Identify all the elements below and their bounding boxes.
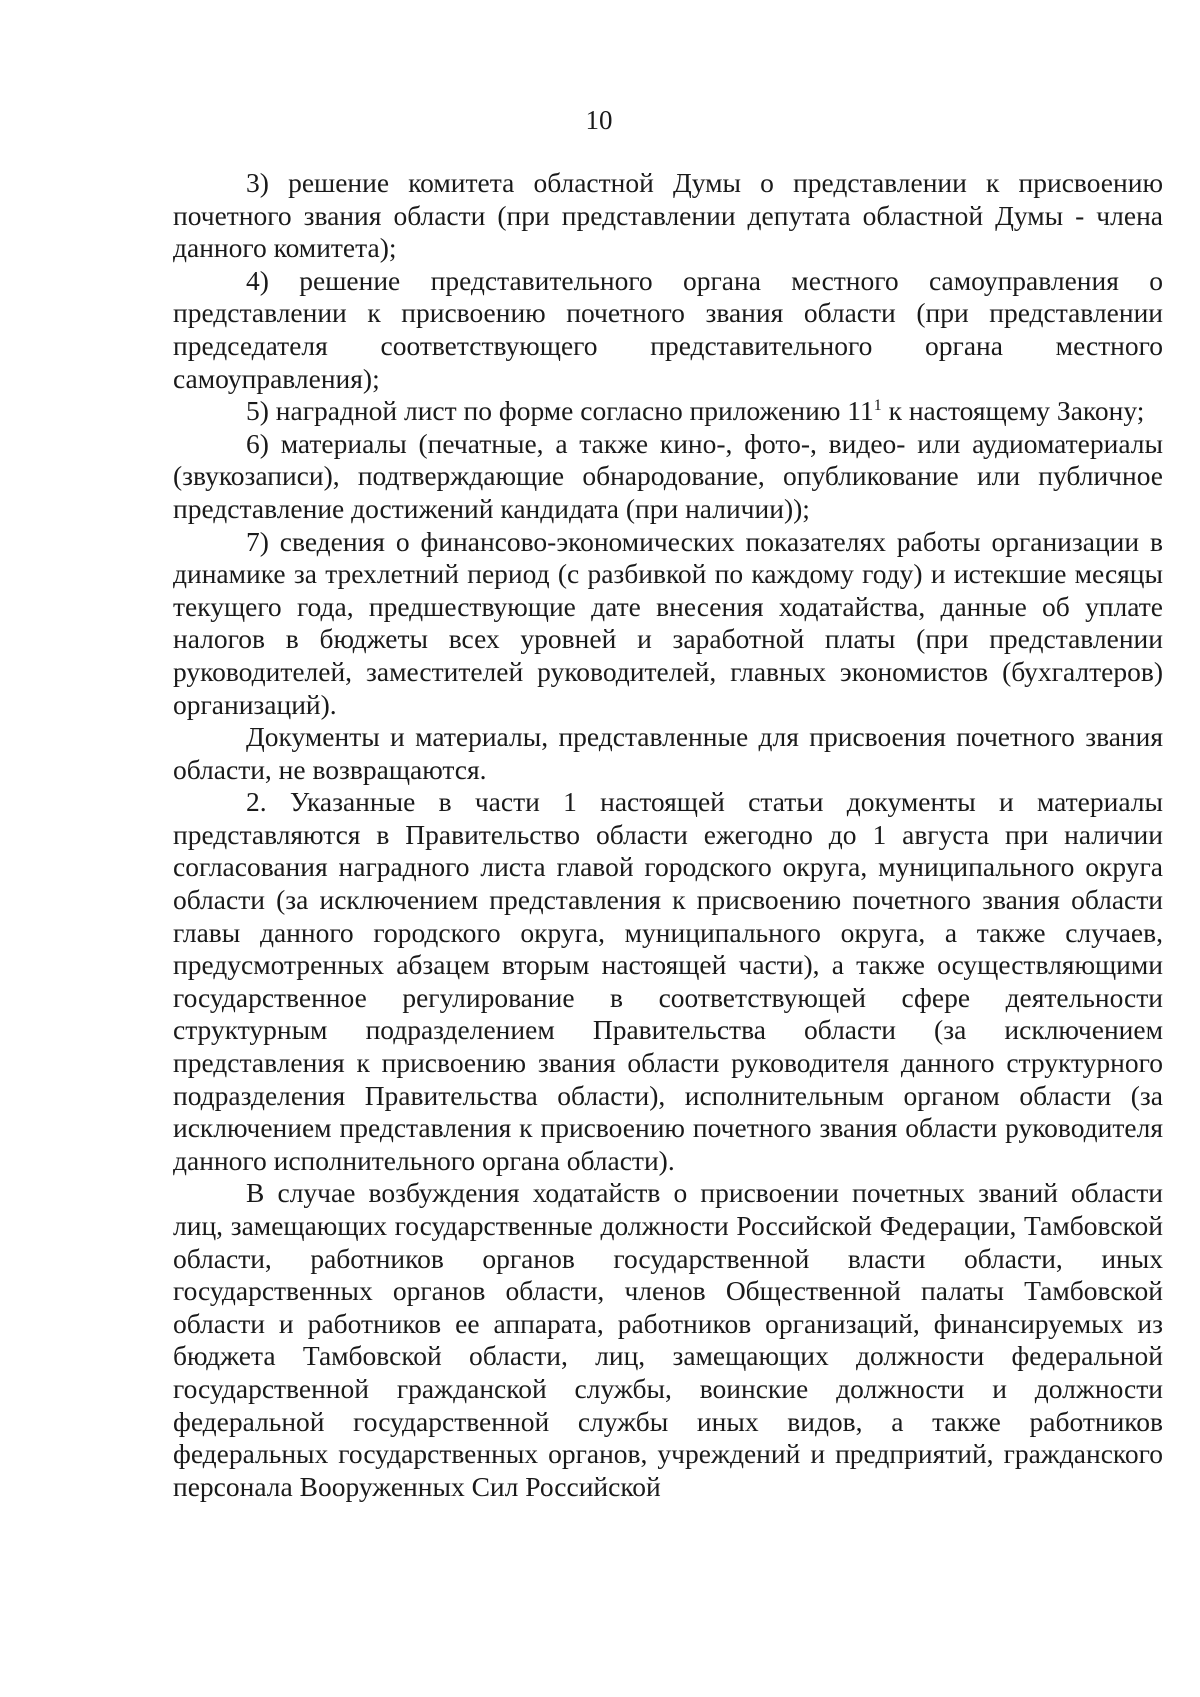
paragraph-item-7: 7) сведения о финансово-экономических показателях работы организации в динамике за трехлетний период (с разбивкой по каждому году) и истекшие месяцы текущего года, предшествующие дате внесения ходатайства, данные об уплате налогов в бюджеты всех уровней и заработной платы (при представлении руководителей, заместителей руководителей, главных экономистов (бухгалтеров) организаций). [173, 525, 1163, 720]
document-body [173, 167, 1163, 1503]
paragraph-item-3: 3) решение комитета областной Думы о представлении к присвоению почетного звания области (при представлении депутата областной Думы - члена данного комитета); [173, 167, 1163, 264]
paragraph-item-6: 6) материалы (печатные, а также кино-, фото-, видео- или аудиоматериалы (звукозаписи), подтверждающие обнародование, опубликование или публичное представление достижений кандидата (при наличии)); [173, 427, 1163, 524]
superscript-mark: 1 [873, 397, 882, 414]
paragraph-part-2: 2. Указанные в части 1 настоящей статьи документы и материалы представляются в Правительство области ежегодно до 1 августа при наличии согласования наградного листа главой городского округа, муниципального округа области (за исключением представления к присвоению почетного звания области главы данного городского округа, муниципального округа, а также случаев, предусмотренных абзацем вторым настоящей части), а также осуществляющими государственное регулирование в соответствующей сфере деятельности структурным подразделением Правительства области (за исключением представления к присвоению звания области руководителя данного структурного подразделения Правительства области), исполнительным органом области (за исключением представления к присвоению почетного звания области руководителя данного исполнительного органа области). [173, 786, 1163, 1176]
paragraph-item-5-tail: к настоящему Закону; [881, 395, 1145, 427]
paragraph-item-5 [173, 395, 1163, 428]
page-number: 10 [585, 105, 613, 135]
paragraph-item-4: 4) решение представительного органа местного самоуправления о представлении к присвоению почетного звания области (при представлении председателя соответствующего представительного органа местного самоуправления); [173, 264, 1163, 394]
paragraph-documents-not-returned: Документы и материалы, представленные для присвоения почетного звания области, не возвращаются. [173, 721, 1163, 785]
paragraph-petitions: В случае возбуждения ходатайств о присвоении почетных званий области лиц, замещающих государственные должности Российской Федерации, Тамбовской области, работников органов государственной власти области, иных государственных органов области, членов Общественной палаты Тамбовской области и работников ее аппарата, работников организаций, финансируемых из бюджета Тамбовской области, лиц, замещающих должности федеральной государственной гражданской службы, воинские должности и должности федеральной государственной службы иных видов, а также работников федеральных государственных органов, учреждений и предприятий, гражданского персонала Вооруженных Сил Российской [173, 1177, 1163, 1502]
paragraph-item-5-text: 5) наградной лист по форме согласно приложению 11 [246, 395, 874, 427]
